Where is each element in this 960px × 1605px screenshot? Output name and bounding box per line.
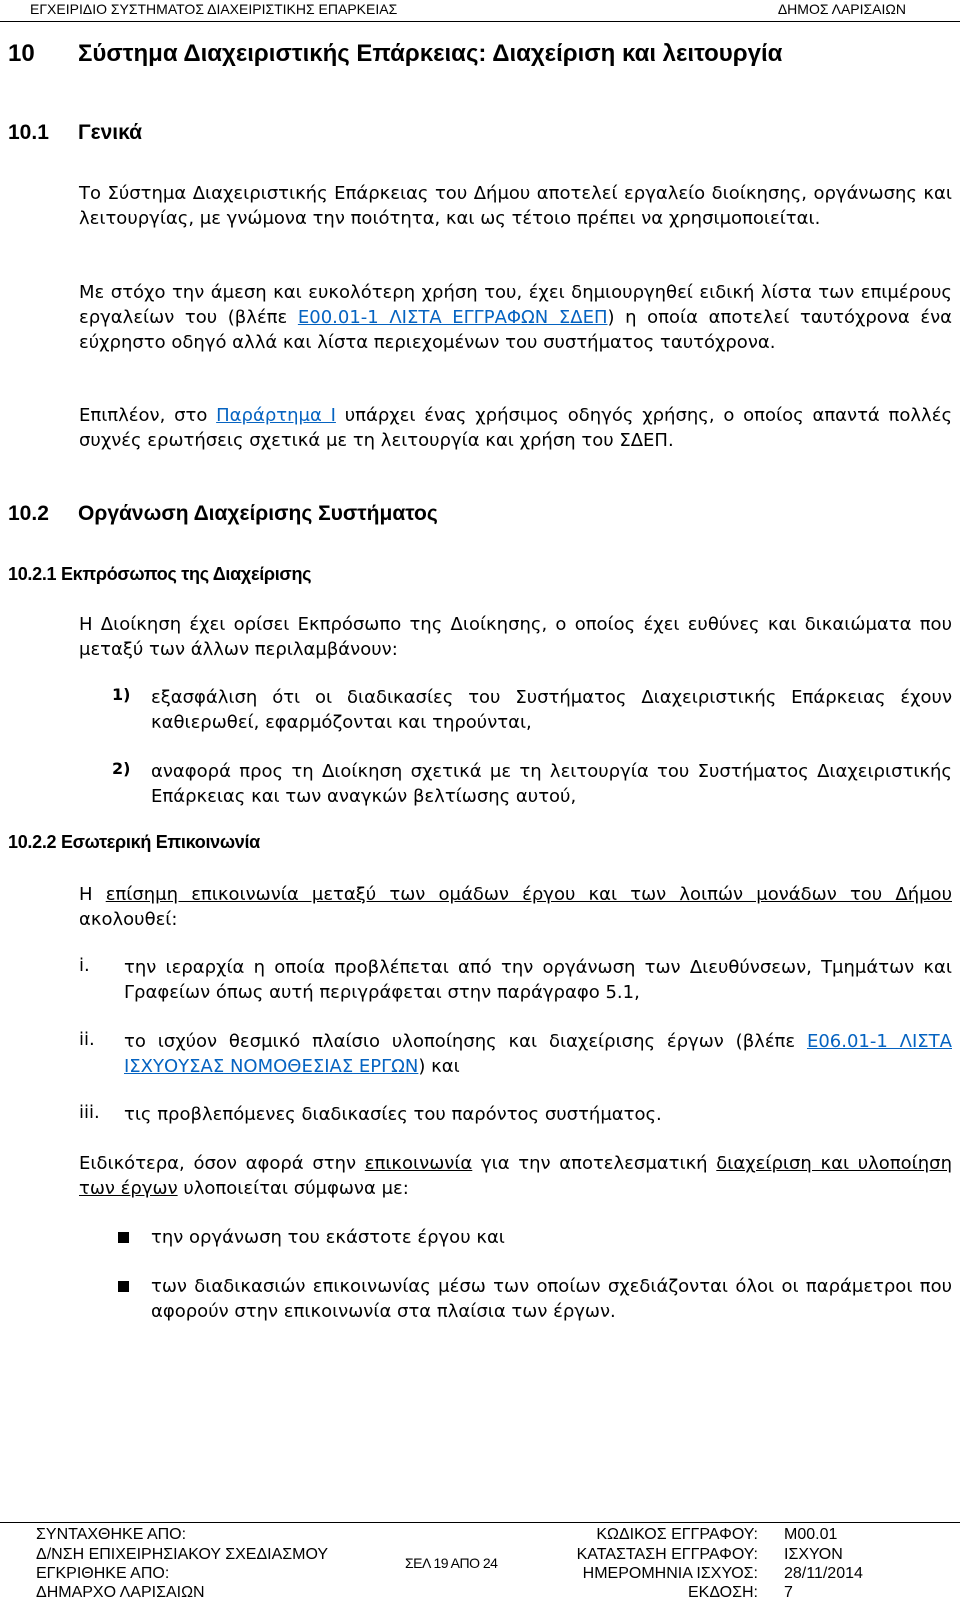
section-number: 10.2 <box>8 502 49 525</box>
footer-prepared-by: Δ/ΝΣΗ ΕΠΙΧΕΙΡΗΣΙΑΚΟΥ ΣΧΕΔΙΑΣΜΟΥ <box>36 1546 329 1563</box>
footer-code-label: ΚΩΔΙΚΟΣ ΕΓΓΡΑΦΟΥ: <box>596 1526 758 1543</box>
footer-version-label: ΕΚΔΟΣΗ: <box>687 1584 758 1601</box>
roman-marker: ii. <box>79 1029 95 1050</box>
footer-status-value: ΙΣΧΥΟΝ <box>784 1546 843 1563</box>
page-footer <box>0 1522 960 1605</box>
section-title: Γενικά <box>78 121 143 144</box>
paragraph: Το Σύστημα Διαχειριστικής Επάρκειας του Δήμου αποτελεί εργαλείο διοίκησης, οργάνωσης και λειτουργίας, με γνώμονα την ποιότητα, και ως τέτοιο πρέπει να χρησιμοποιείται. <box>79 183 952 229</box>
link-document-list[interactable]: Ε00.01-1 ΛΙΣΤΑ ΕΓΓΡΑΦΩΝ ΣΔΕΠ <box>297 307 608 328</box>
paragraph <box>79 882 952 932</box>
bullet-item: την οργάνωση του εκάστοτε έργου και <box>151 1227 505 1248</box>
subsection-number: 10.2.2 <box>8 832 57 852</box>
chapter-number: 10 <box>8 40 35 67</box>
footer-code-value: Μ00.01 <box>784 1526 838 1543</box>
footer-page-number: ΣΕΛ 19 ΑΠΟ 24 <box>405 1555 498 1571</box>
header-organization: ΔΗΜΟΣ ΛΑΡΙΣΑΙΩΝ <box>777 1 906 17</box>
footer-date-value: 28/11/2014 <box>784 1565 863 1582</box>
paragraph: Η Διοίκηση έχει ορίσει Εκπρόσωπο της Διοίκησης, ο οποίος έχει ευθύνες και δικαιώματα που μεταξύ των άλλων περιλαμβάνουν: <box>79 614 952 660</box>
subsection-title: Εσωτερική Επικοινωνία <box>60 832 260 852</box>
text: για την αποτελεσματική <box>472 1153 717 1174</box>
paragraph <box>79 280 952 355</box>
footer-version-value: 7 <box>784 1584 793 1601</box>
paragraph <box>79 1151 952 1201</box>
section-heading-10-2 <box>8 502 438 526</box>
roman-list-item: την ιεραρχία η οποία προβλέπεται από την οργάνωση των Διευθύνσεων, Τμημάτων και Γραφείων όπως αυτή περιγράφεται στην παράγραφο 5.1, <box>124 957 952 1003</box>
paragraph <box>79 403 952 453</box>
section-heading-10-1 <box>8 121 142 145</box>
list-marker: 1) <box>112 685 131 704</box>
underlined-text: διαχείριση και υλοποίηση των έργων <box>79 1153 952 1199</box>
section-number: 10.1 <box>8 121 49 144</box>
footer-approved-label: ΕΓΚΡΙΘΗΚΕ ΑΠΟ: <box>36 1565 170 1582</box>
text: Η <box>79 884 106 905</box>
footer-prepared-label: ΣΥΝΤΑΧΘΗΚΕ ΑΠΟ: <box>36 1526 187 1543</box>
footer-status-label: ΚΑΤΑΣΤΑΣΗ ΕΓΓΡΑΦΟΥ: <box>576 1546 758 1563</box>
text: ) η οποία αποτελεί ταυτόχρονα ένα εύχρηστο οδηγό αλλά και λίστα περιεχομένων του συστήματος ταυτόχρονα. <box>79 307 953 353</box>
text: υλοποιείται σύμφωνα με: <box>177 1178 409 1199</box>
bullet-icon <box>118 1281 129 1292</box>
section-title: Οργάνωση Διαχείρισης Συστήματος <box>78 502 438 525</box>
link-appendix[interactable]: Παράρτημα Ι <box>216 405 336 426</box>
chapter-title: Σύστημα Διαχειριστικής Επάρκειας: Διαχείριση και λειτουργία <box>78 40 783 67</box>
subsection-heading-10-2-2 <box>8 832 260 853</box>
footer-date-label: ΗΜΕΡΟΜΗΝΙΑ ΙΣΧΥΟΣ: <box>582 1565 758 1582</box>
subsection-heading-10-2-1 <box>8 564 311 585</box>
roman-marker: i. <box>79 955 90 976</box>
text: ) και <box>418 1056 460 1077</box>
chapter-heading <box>8 40 782 68</box>
text: το ισχύον θεσμικό πλαίσιο υλοποίησης και διαχείρισης έργων (βλέπε <box>124 1031 807 1052</box>
subsection-number: 10.2.1 <box>8 564 57 584</box>
roman-marker: iii. <box>79 1102 100 1123</box>
subsection-title: Εκπρόσωπος της Διαχείρισης <box>60 564 312 584</box>
text: ακολουθεί: <box>79 909 178 930</box>
text: υπάρχει ένας χρήσιμος οδηγός χρήσης, ο οποίος απαντά πολλές συχνές ερωτήσεις σχετικά με τη λειτουργία και χρήση του ΣΔΕΠ. <box>79 405 953 451</box>
bullet-icon <box>118 1232 129 1243</box>
underlined-text: επίσημη επικοινωνία μεταξύ των ομάδων έργου και των λοιπών μονάδων του Δήμου <box>105 884 952 905</box>
roman-list-item <box>124 1029 952 1079</box>
text: Με στόχο την άμεση και ευκολότερη χρήση του, έχει δημιουργηθεί ειδική λίστα των επιμέρους εργαλείων του (βλέπε <box>79 282 952 328</box>
underlined-text: επικοινωνία <box>364 1153 473 1174</box>
list-item: εξασφάλιση ότι οι διαδικασίες του Συστήματος Διαχειριστικής Επάρκειας έχουν καθιερωθεί, εφαρμόζονται και τηρούνται, <box>151 687 952 733</box>
roman-list-item: τις προβλεπόμενες διαδικασίες του παρόντος συστήματος. <box>124 1104 662 1125</box>
list-marker: 2) <box>112 759 131 778</box>
link-legislation-list[interactable]: Ε06.01-1 ΛΙΣΤΑ ΙΣΧΥΟΥΣΑΣ ΝΟΜΟΘΕΣΙΑΣ ΕΡΓΩΝ <box>124 1031 952 1077</box>
page-header <box>0 0 960 22</box>
text: Επιπλέον, στο <box>79 405 217 426</box>
footer-approved-by: ΔΗΜΑΡΧΟ ΛΑΡΙΣΑΙΩΝ <box>36 1584 205 1601</box>
header-document-title: ΕΓΧΕΙΡΙΔΙΟ ΣΥΣΤΗΜΑΤΟΣ ΔΙΑΧΕΙΡΙΣΤΙΚΗΣ ΕΠΑΡΚΕΙΑΣ <box>30 1 398 17</box>
bullet-item: των διαδικασιών επικοινωνίας μέσω των οποίων σχεδιάζονται όλοι οι παράμετροι που αφορούν στην επικοινωνία στα πλαίσια των έργων. <box>151 1276 952 1322</box>
text: Ειδικότερα, όσον αφορά στην <box>79 1153 365 1174</box>
list-item: αναφορά προς τη Διοίκηση σχετικά με τη λειτουργία του Συστήματος Διαχειριστικής Επάρκειας και των αναγκών βελτίωσης αυτού, <box>151 761 952 807</box>
